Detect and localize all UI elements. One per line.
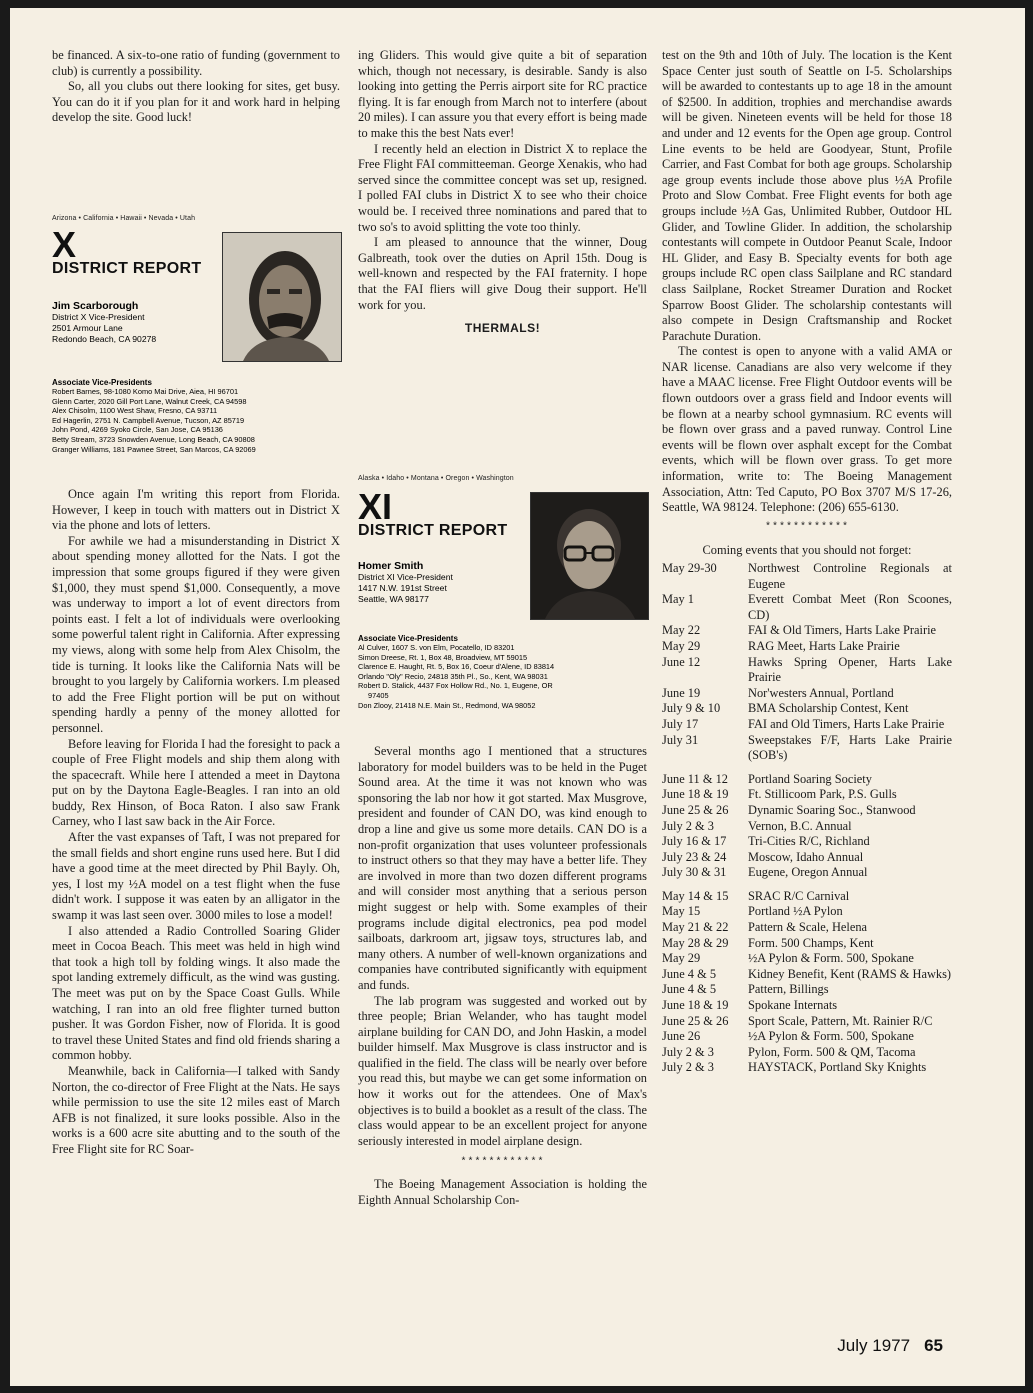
paragraph: Meanwhile, back in California—I talked with Sandy Norton, the co-director of Free Flight at the Nats. He says while permission to use the site 12 miles east of March AFB is not finalized, it sure looks possible. Also in the works is a 600 acre site abutting and to the south of the Free Flight site for RC Soar- — [52, 1063, 340, 1156]
associate-vps-xi — [358, 634, 658, 710]
district-states: Arizona • California • Hawaii • Nevada • Utah — [52, 215, 196, 222]
event-name: Eugene, Oregon Annual — [748, 865, 868, 880]
event-date: July 30 & 31 — [662, 865, 727, 880]
events-heading: Coming events that you should not forget: — [702, 543, 912, 558]
event-date: July 2 & 3 — [662, 818, 714, 833]
event-date: July 17 — [662, 716, 699, 731]
event-name: Tri-Cities R/C, Richland — [748, 834, 870, 849]
associate-heading: Associate Vice-Presidents — [358, 634, 458, 643]
associate-entry: Don Zlooy, 21418 N.E. Main St., Redmond, WA 98052 — [358, 700, 536, 710]
events-group — [662, 772, 952, 881]
associate-entry: Al Culver, 1607 S. von Elm, Pocatello, ID 83201 — [358, 643, 515, 652]
event-name: Vernon, B.C. Annual — [748, 818, 852, 833]
event-name: SRAC R/C Carnival — [748, 888, 850, 903]
paragraph: I recently held an election in District X to replace the Free Flight FAI committeeman. George Xenakis, who had served since the committee concept was set up, resigned. I polled FAI clubs in District X to see who their choice would be. I received three nominations and pared that to two so's to avoid splitting the vote too thinly. — [358, 141, 647, 234]
paragraph: So, all you clubs out there looking for sites, get busy. You can do it if you plan for it and work hard in helping develop the site. Good luck! — [52, 79, 340, 125]
paragraph: Several months ago I mentioned that a structures laboratory for model builders was to be held in the Puget Sound area. At the time it was not known who was sponsoring the lab nor how it got started. Max Musgrove, president and founder of CAN DO, was kind enough to drop a line and give us some more details. CAN DO is a non-profit organization that uses volunteer professionals to instruct others so that they may have a better life. They are involved in more than two dozen different programs and will consider most anything that a serious person might suggest or help with. Some examples of their programs include digital electronics, pea pod model sailboats, darkroom art, jigsaw toys, structures lab, and many others. A number of well-known organizations and companies have contributed significantly with equipment and funds. — [358, 744, 647, 992]
event-date: May 28 & 29 — [662, 935, 729, 950]
event-date: May 14 & 15 — [662, 888, 729, 903]
event-date: May 1 — [662, 592, 695, 607]
column-2 — [358, 48, 647, 337]
event-date: May 29-30 — [662, 561, 717, 575]
paragraph: I also attended a Radio Controlled Soaring Glider meet in Cocoa Beach. This meet was held in high wind that took a high toll by folding wings. It also made the spot landing extremely difficult, as the wind was gusting. The meet was put on by the Space Coast Gulls. While watching, I ran into an old free flighter turned button pusher. It was Gordon Fisher, now of Florida. It is good to travel these United States and find old friends sharing a common hobby. — [52, 923, 340, 1063]
vp-city: Seattle, WA 98177 — [358, 594, 429, 604]
associate-entry: Robert Barnes, 98-1080 Komo Mai Drive, Aiea, HI 96701 — [52, 387, 239, 396]
event-date: June 19 — [662, 685, 701, 700]
magazine-page — [10, 8, 1025, 1386]
event-date: May 22 — [662, 623, 701, 638]
column-1-body — [52, 487, 340, 1158]
vp-address: 2501 Armour Lane — [52, 323, 123, 333]
event-name: Dynamic Soaring Soc., Stanwood — [748, 802, 916, 817]
associate-entry: John Pond, 4269 Syoko Circle, San Jose, CA 95136 — [52, 425, 223, 435]
event-name: Pattern, Billings — [748, 982, 829, 997]
events-group — [662, 561, 952, 764]
paragraph: be financed. A six-to-one ratio of funding (government to club) is currently a possibility. — [52, 48, 340, 78]
event-date: July 31 — [662, 732, 699, 747]
associate-entry: Granger Williams, 181 Pawnee Street, San Marcos, CA 92069 — [52, 444, 256, 454]
associate-entry: Simon Dreese, Rt. 1, Box 48, Broadview, MT 59015 — [358, 652, 528, 662]
event-name: Sport Scale, Pattern, Mt. Rainier R/C — [748, 1013, 933, 1028]
paragraph: The Boeing Management Association is holding the Eighth Annual Scholarship Con- — [358, 1177, 647, 1207]
vp-address: 1417 N.W. 191st Street — [358, 583, 447, 593]
associate-entry: Glenn Carter, 2020 Gill Port Lane, Walnut Creek, CA 94598 — [52, 396, 247, 406]
page-footer — [837, 1336, 943, 1356]
vp-photo-xi — [530, 492, 649, 620]
event-date: July 9 & 10 — [662, 701, 721, 716]
event-date: July 16 & 17 — [662, 834, 727, 849]
event-name: Nor'westers Annual, Portland — [748, 685, 894, 700]
event-name: ½A Pylon & Form. 500, Spokane — [748, 1029, 914, 1044]
vp-city: Redondo Beach, CA 90278 — [52, 334, 157, 344]
event-date: May 21 & 22 — [662, 920, 729, 935]
vp-photo-x — [222, 232, 342, 362]
event-date: May 29 — [662, 638, 701, 653]
associate-entry: Clarence E. Haught, Rt. 5, Box 16, Coeur d'Alene, ID 83814 — [358, 662, 555, 672]
sign-off: THERMALS! — [464, 321, 541, 336]
district-number: XI — [358, 486, 393, 527]
event-date: July 2 & 3 — [662, 1044, 714, 1059]
district-title: DISTRICT REPORT — [52, 260, 202, 277]
event-name: ½A Pylon & Form. 500, Spokane — [748, 951, 914, 966]
event-name: Pylon, Form. 500 & QM, Tacoma — [748, 1044, 916, 1059]
event-date: June 25 & 26 — [662, 1013, 729, 1028]
event-name: Portland Soaring Society — [748, 771, 872, 786]
event-date: May 29 — [662, 951, 701, 966]
vp-title: District XI Vice-President — [358, 572, 453, 582]
associate-entry: Betty Stream, 3723 Snowden Avenue, Long Beach, CA 90808 — [52, 434, 255, 444]
associate-entry: Robert D. Stalick, 4437 Fox Hollow Rd., No. 1, Eugene, OR — [358, 681, 553, 691]
paragraph: Once again I'm writing this report from Florida. However, I keep in touch with matters out in District X via the phone and lots of letters. — [52, 487, 340, 533]
vp-title: District X Vice-President — [52, 312, 145, 322]
event-name: Sweepstakes F/F, Harts Lake Prairie (SOB's) — [748, 732, 952, 763]
event-name: Hawks Spring Opener, Harts Lake Prairie — [748, 654, 952, 685]
paragraph: Before leaving for Florida I had the foresight to pack a couple of Free Flight models and ship them along with the spacecraft. While here I attended a meet in Daytona put on by the Daytona Eagle-Beagles. I ran into an old buddy, Rex Hinson, of Boca Raton. I also saw Frank Carney, who I last saw back in the Air Force. — [52, 736, 340, 829]
event-name: BMA Scholarship Contest, Kent — [748, 701, 909, 716]
associate-entry: Ed Hagerlin, 2751 N. Campbell Avenue, Tucson, AZ 85719 — [52, 415, 245, 425]
event-name: FAI and Old Timers, Harts Lake Prairie — [748, 716, 945, 731]
district-title: DISTRICT REPORT — [358, 522, 508, 539]
district-number: X — [52, 224, 77, 265]
event-date: June 4 & 5 — [662, 982, 717, 997]
event-name: Portland ½A Pylon — [748, 904, 843, 919]
page-number: 65 — [924, 1336, 943, 1355]
event-date: June 18 & 19 — [662, 998, 729, 1013]
paragraph: I am pleased to announce that the winner, Doug Galbreath, took over the duties on April 15th. Doug is well-known and respected by the FAI fraternity. I hope that the FAI fliers will give Doug their support. He'll work for you. — [358, 235, 647, 312]
event-name: Northwest Controline Regionals at Eugene — [748, 561, 952, 591]
event-name: HAYSTACK, Portland Sky Knights — [748, 1060, 927, 1075]
event-name: Ft. Stillicoom Park, P.S. Gulls — [748, 787, 897, 802]
paragraph: After the vast expanses of Taft, I was not prepared for the small fields and short engine runs used here. But I did have a good time at the meet directed by Phil Bayly. Oh, yes, I lost my ½A model on a test flight when the fuse didn't work. I suppose it was eaten by an alligator in the swamp it was last seen over. 3000 miles to lose a model! — [52, 830, 340, 923]
event-date: June 11 & 12 — [662, 771, 728, 786]
paragraph: The contest is open to anyone with a valid AMA or NAR license. Canadians are also very welcome if they have a MAAC license. Free Flight Outdoor events will be flown outdoors over a grass field and Indoor events will be flown at a nearby school gymnasium. RC events will be flown over grass and a paved runway. Control Line events will be flown over asphalt except for the Combat events, which will be flown over grass. To get more information, write to: The Boeing Management Association, Attn: Ted Caputo, PO Box 3707 M/S 17-26, Seattle, WA 98124. Telephone: (206) 655-6130. — [662, 344, 952, 515]
section-divider: ************ — [764, 521, 849, 533]
event-name: Spokane Internats — [748, 998, 838, 1013]
portrait-image — [531, 493, 648, 619]
associate-vps-x — [52, 378, 352, 454]
event-date: June 4 & 5 — [662, 966, 717, 981]
event-date: July 23 & 24 — [662, 849, 727, 864]
issue-date: July 1977 — [837, 1336, 911, 1355]
portrait-image — [223, 233, 341, 361]
column-1 — [52, 48, 340, 126]
vp-name: Jim Scarborough — [52, 300, 139, 312]
associate-entry: Alex Chisolm, 1100 West Shaw, Fresno, CA 93711 — [52, 406, 218, 416]
associate-entry: Orlando "Oly" Recio, 24818 35th Pl., So., Kent, WA 98031 — [358, 671, 548, 681]
event-name: FAI & Old Timers, Harts Lake Prairie — [748, 623, 937, 638]
paragraph: ing Gliders. This would give quite a bit of separation which, though not necessary, is desirable. Sandy is also looking into getting the Perris airport site for RC practice flying. It is far enough from March not to interfere (about 20 miles). I can assure you that every effort is being made to make this the best Nats ever! — [358, 48, 647, 140]
associate-entry: 97405 — [368, 690, 389, 700]
paragraph: test on the 9th and 10th of July. The location is the Kent Space Center just south of Seattle on I-5. Scholarships will be awarded to contestants up to age 18 in the amount of $2500. In addition, trophies and merchandise awards will be given. Nineteen events will be held for those 18 and under and 12 events for the Open age group. Control Line events to be held are Goodyear, Stunt, Profile Carrier, and Fast Combat for both age groups. Scholarship age group events include those above plus ½A Profile Proto and Slow Combat. Free Flight events for both age groups include ½A Gas, Unlimited Rubber, Outdoor HL Glider, and Towline Glider. In addition, the scholarship contestants will compete in Outdoor Peanut Scale, Indoor HL Glider, and Easy B. Specialty events for both age groups include RC open class Sailplane and RC standard class Sailplane, Rocket Streamer Duration and Rocket Sparrow Boost Glider. The scholarship contestants will also compete in Design Craftsmanship and Rocket Parachute Duration. — [662, 48, 952, 343]
paragraph: The lab program was suggested and worked out by three people; Brian Welander, who has taught model airplane building for CAN DO, and John Haskin, a model builder himself. Max Musgrove is class instructor and is qualified in the field. The class will be nearly over before you read this, but maybe we can get some information on how it works out for the attendees. One of Max's objectives is to build a booklet as a result of the class. The class would appear to be an excellent project for anyone seriously interested in model airplane design. — [358, 993, 647, 1148]
section-divider: ************ — [460, 1157, 545, 1169]
vp-name: Homer Smith — [358, 560, 424, 572]
column-3 — [662, 48, 952, 1076]
event-date: June 12 — [662, 654, 701, 669]
events-list — [662, 561, 952, 1076]
event-date: July 2 & 3 — [662, 1060, 714, 1075]
column-2-body — [358, 744, 647, 1208]
event-date: June 18 & 19 — [662, 787, 729, 802]
event-name: RAG Meet, Harts Lake Prairie — [748, 638, 900, 653]
event-name: Pattern & Scale, Helena — [748, 920, 868, 935]
event-name: Form. 500 Champs, Kent — [748, 935, 874, 950]
district-states: Alaska • Idaho • Montana • Oregon • Washington — [358, 475, 514, 482]
paragraph: For awhile we had a misunderstanding in District X about spending money allotted for the Nats. I got the impression that some groups figured if they were given $1,000, they must spend $1,000. Consequently, a move was underway to import a lot of event directors from points east. I felt a lot of individuals were overlooking some powerful talent right in California. After expressing my views, along with some help from Alex Chisolm, the tide is turning. It looks like the California Nats will be brought to you largely by California workers. I.m pleased to add the Free Flight portion will be put on without spending hardly a penny of the money allotted for personnel. — [52, 533, 340, 735]
event-date: June 26 — [662, 1029, 701, 1044]
events-group — [662, 889, 952, 1076]
event-date: May 15 — [662, 904, 701, 919]
event-name: Everett Combat Meet (Ron Scoones, CD) — [748, 592, 952, 622]
event-name: Kidney Benefit, Kent (RAMS & Hawks) — [748, 966, 952, 981]
event-date: June 25 & 26 — [662, 802, 729, 817]
associate-heading: Associate Vice-Presidents — [52, 378, 152, 387]
event-name: Moscow, Idaho Annual — [748, 849, 864, 864]
